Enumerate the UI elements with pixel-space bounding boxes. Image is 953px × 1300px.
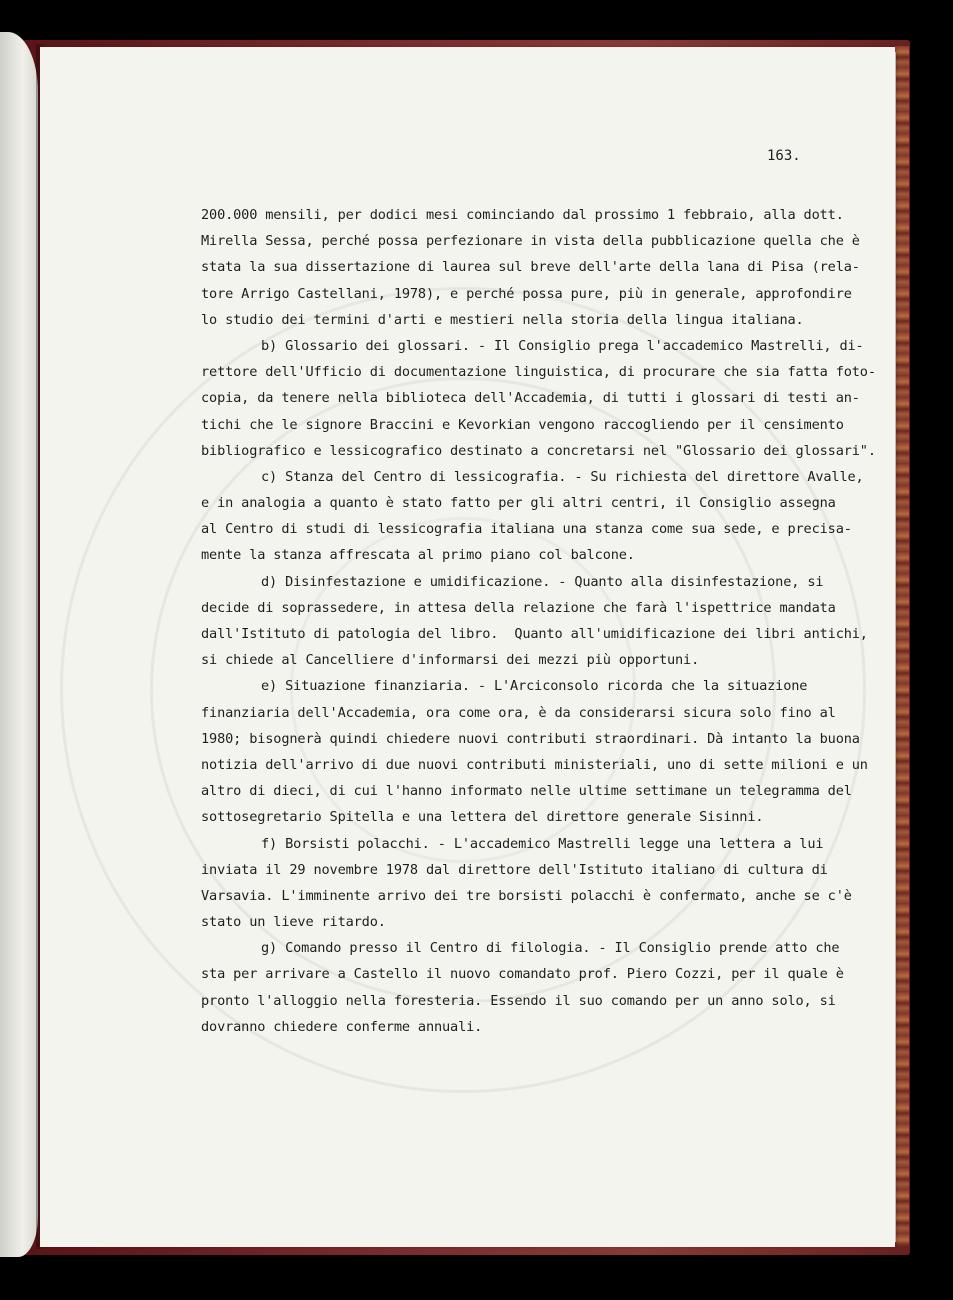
page-number: 163.: [767, 148, 801, 164]
text-line: notizia dell'arrivo di due nuovi contributi ministeriali, uno di sette milioni e un: [201, 756, 868, 773]
text-line: dall'Istituto di patologia del libro. Quanto all'umidificazione dei libri antichi,: [201, 626, 868, 642]
text-line: c) Stanza del Centro di lessicografia. - Su richiesta del direttore Avalle,: [261, 468, 864, 485]
text-line: b) Glossario dei glossari. - Il Consiglio prega l'accademico Mastrelli, di-: [261, 337, 864, 354]
left-page-curl: [0, 32, 38, 1257]
text-line: finanziaria dell'Accademia, ora come ora, è da considerarsi sicura solo fino al: [201, 704, 836, 721]
text-line: lo studio dei termini d'arti e mestieri nella storia della lingua italiana.: [201, 311, 804, 328]
text-line: dovranno chiedere conferme annuali.: [201, 1018, 483, 1035]
text-line: bibliografico e lessicografico destinato a concretarsi nel "Glossario dei glossari".: [201, 442, 876, 459]
text-line: copia, da tenere nella biblioteca dell'Accademia, di tutti i glossari di testi an-: [201, 390, 860, 407]
text-line: g) Comando presso il Centro di filologia. - Il Consiglio prende atto che: [261, 940, 840, 957]
text-line: decide di soprassedere, in attesa della relazione che farà l'ispettrice mandata: [201, 599, 836, 616]
text-line: pronto l'alloggio nella foresteria. Essendo il suo comando per un anno solo, si: [201, 992, 836, 1009]
text-line: 1980; bisognerà quindi chiedere nuovi contributi straordinari. Dà intanto la buona: [201, 730, 860, 747]
text-line: inviata il 29 novembre 1978 dal direttore dell'Istituto italiano di cultura di: [201, 861, 828, 878]
text-line: Mirella Sessa, perché possa perfezionare in vista della pubblicazione quella che è: [201, 233, 860, 250]
text-line: rettore dell'Ufficio di documentazione linguistica, di procurare che sia fatta foto-: [201, 364, 876, 381]
text-line: 200.000 mensili, per dodici mesi cominciando dal prossimo 1 febbraio, alla dott.: [201, 207, 844, 223]
text-line: altro di dieci, di cui l'hanno informato nelle ultime settimane un telegramma del: [201, 783, 852, 800]
text-line: f) Borsisti polacchi. - L'accademico Mastrelli legge una lettera a lui: [261, 835, 824, 852]
text-line: sottosegretario Spitella e una lettera del direttore generale Sisinni.: [201, 809, 764, 826]
marbled-edge: [895, 46, 909, 1246]
text-line: e in analogia a quanto è stato fatto per gli altri centri, il Consiglio assegna: [201, 495, 836, 512]
text-line: stato un lieve ritardo.: [201, 914, 386, 931]
text-line: mente la stanza affrescata al primo piano col balcone.: [201, 547, 635, 564]
text-line: tichi che le signore Braccini e Kevorkian vengono raccogliendo per il censimento: [201, 416, 844, 433]
text-line: si chiede al Cancelliere d'informarsi dei mezzi più opportuni.: [201, 652, 700, 669]
document-body: [201, 202, 876, 1040]
text-line: d) Disinfestazione e umidificazione. - Quanto alla disinfestazione, si: [261, 573, 824, 590]
text-line: tore Arrigo Castellani, 1978), e perché possa pure, più in generale, approfondire: [201, 285, 852, 302]
text-line: e) Situazione finanziaria. - L'Arciconsolo ricorda che la situazione: [261, 678, 808, 695]
text-line: sta per arrivare a Castello il nuovo comandato prof. Piero Cozzi, per il quale è: [201, 966, 844, 983]
text-line: Varsavia. L'imminente arrivo dei tre borsisti polacchi è confermato, anche se c'è: [201, 887, 852, 904]
text-line: stata la sua dissertazione di laurea sul breve dell'arte della lana di Pisa (rela-: [201, 259, 860, 276]
text-line: al Centro di studi di lessicografia italiana una stanza come sua sede, e precisa-: [201, 521, 852, 538]
